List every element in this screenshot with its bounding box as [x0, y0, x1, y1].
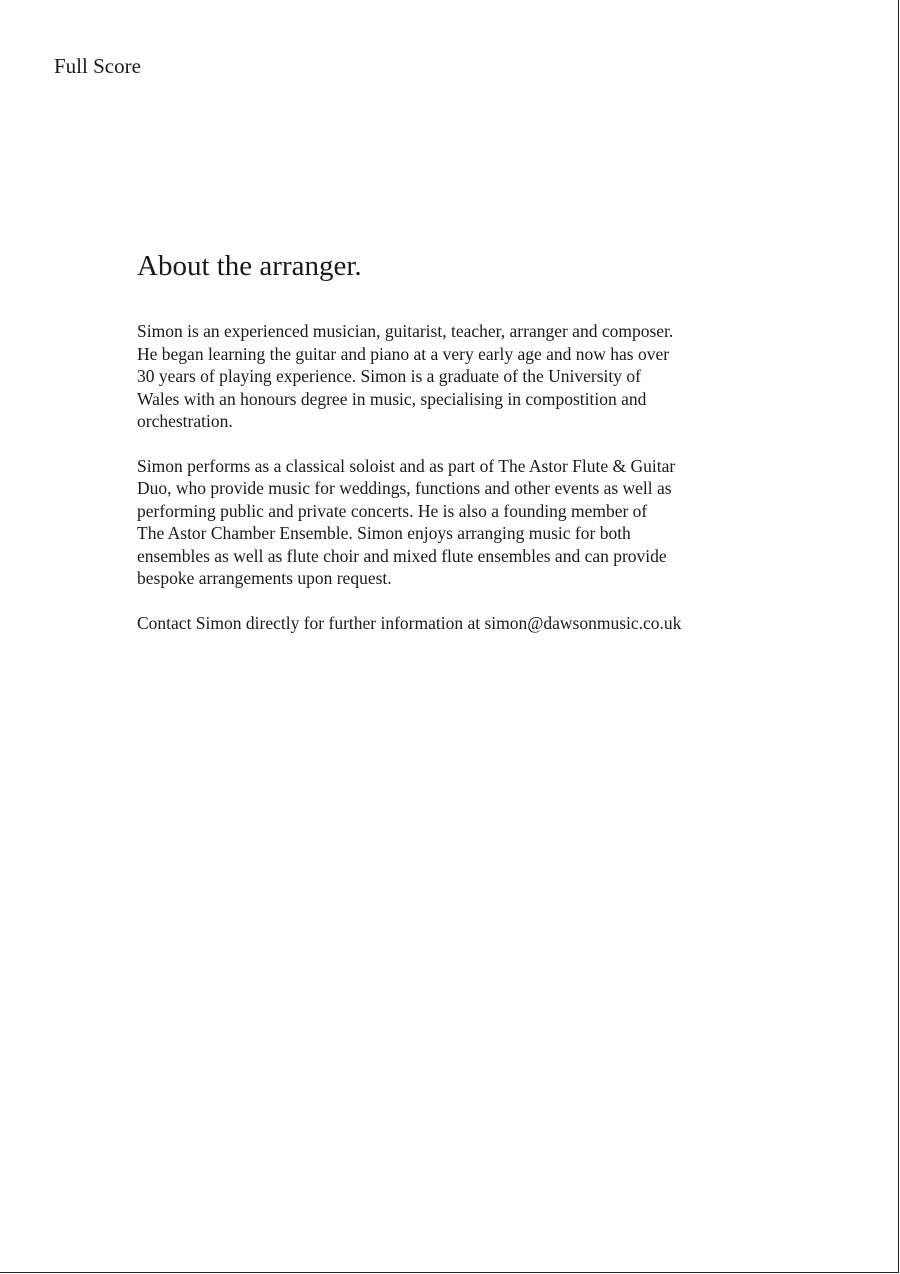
contact-line: Contact Simon directly for further information at simon@dawsonmusic.co.uk	[137, 612, 682, 633]
bio-paragraph-2: Simon performs as a classical soloist and as part of The Astor Flute & Guitar Duo, who provide music for weddings, functions and other events as well as performing public and private concerts. He is also a founding member of The Astor Chamber Ensemble. Simon enjoys arranging music for both ensembles as well as flute choir and mixed flute ensembles and can provide bespoke arrangements upon request.	[137, 455, 676, 588]
about-section	[137, 248, 797, 634]
bio-paragraph-1: Simon is an experienced musician, guitarist, teacher, arranger and composer. He began learning the guitar and piano at a very early age and now has over 30 years of playing experience. Simon is a graduate of the University of Wales with an honours degree in music, specialising in compostition and orchestration.	[137, 321, 674, 431]
page-title: About the arranger.	[137, 250, 362, 282]
header-label: Full Score	[54, 54, 141, 78]
